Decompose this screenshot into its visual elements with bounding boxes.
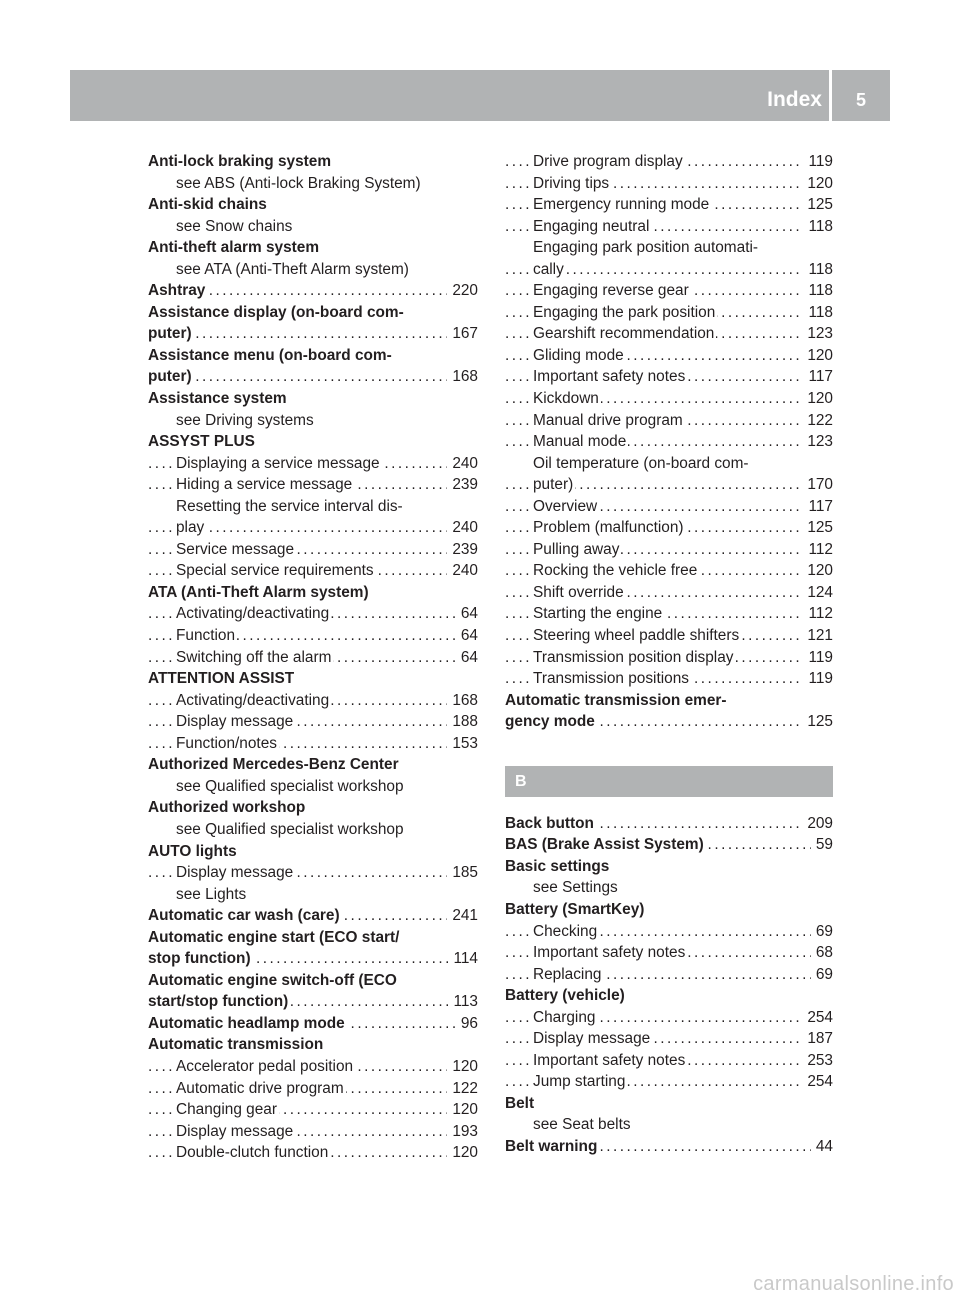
entry-page-ref: 119 (803, 647, 833, 669)
index-entry (505, 1093, 833, 1115)
entry-text: Automatic car wash (care) (148, 907, 340, 925)
index-entry (148, 431, 478, 453)
index-entry (148, 841, 478, 863)
index-subentry (505, 1007, 833, 1029)
index-entry (148, 151, 478, 173)
entry-page-ref: 240 (447, 517, 478, 539)
entry-page-ref: 112 (803, 539, 833, 561)
entry-text: Basic settings (505, 857, 610, 875)
index-subentry (505, 410, 833, 432)
entry-text: AUTO lights (148, 842, 237, 860)
index-column-right (505, 151, 833, 1158)
index-entry (505, 985, 833, 1007)
entry-text: Automatic engine start (ECO start/ (148, 928, 400, 946)
entry-page-ref: 113 (448, 991, 478, 1013)
entry-page-ref: 112 (803, 603, 833, 625)
index-entry (148, 237, 478, 259)
entry-page-ref: 122 (802, 410, 833, 432)
index-subentry (148, 884, 478, 906)
index-subentry (505, 539, 833, 561)
entry-text: Double-clutch function (176, 1144, 329, 1162)
index-entry (148, 280, 478, 302)
entry-text: Assistance system (148, 390, 287, 408)
entry-text: Battery (SmartKey) (505, 900, 645, 918)
index-subentry (148, 711, 478, 733)
entry-text: Function/notes (176, 734, 277, 752)
entry-page-ref: 170 (802, 474, 833, 496)
page-number: 5 (855, 90, 866, 110)
entry-page-ref: 69 (811, 964, 833, 986)
entry-page-ref: 122 (447, 1078, 478, 1100)
index-subentry (505, 582, 833, 604)
index-entry (148, 323, 478, 345)
index-entry (148, 1013, 478, 1035)
index-subentry (148, 173, 478, 195)
index-subentry (505, 474, 833, 496)
index-list-a-continued (505, 151, 833, 733)
entry-text: Resetting the service interval dis- (176, 497, 403, 515)
index-subentry (505, 366, 833, 388)
watermark: carmanualsonline.info (753, 1273, 954, 1295)
index-entry (148, 927, 478, 949)
index-subentry (505, 151, 833, 173)
index-entry (148, 194, 478, 216)
index-subentry (148, 1099, 478, 1121)
entry-page-ref: 59 (811, 834, 833, 856)
entry-text: Automatic engine switch-off (ECO (148, 971, 397, 989)
entry-text: Anti-lock braking system (148, 153, 332, 170)
index-entry (148, 905, 478, 927)
entry-text: see ATA (Anti-Theft Alarm system) (176, 260, 409, 278)
entry-page-ref: 68 (811, 942, 833, 964)
entry-text: Assistance display (on-board com- (148, 303, 404, 321)
index-subentry (148, 819, 478, 841)
entry-page-ref: 118 (803, 259, 833, 281)
entry-text: Engaging neutral (533, 217, 650, 235)
index-entry (148, 754, 478, 776)
entry-page-ref: 124 (802, 582, 833, 604)
entry-text: Activating/deactivating (176, 605, 330, 623)
entry-text: Automatic transmission (148, 1036, 324, 1054)
entry-text: ATTENTION ASSIST (148, 670, 295, 688)
entry-text: Belt (505, 1094, 535, 1112)
entry-text: see Settings (533, 879, 618, 897)
entry-text: Back button (505, 814, 594, 832)
entry-text: see Driving systems (176, 411, 314, 429)
entry-page-ref: 120 (802, 388, 833, 410)
index-subentry (505, 1114, 833, 1136)
entry-page-ref: 241 (447, 905, 478, 927)
entry-text: Pulling away (533, 540, 620, 558)
entry-page-ref: 121 (802, 625, 833, 647)
entry-text: see Qualified specialist workshop (176, 820, 404, 838)
index-subentry (505, 388, 833, 410)
entry-text: puter) (533, 476, 574, 494)
index-entry (505, 813, 833, 835)
entry-page-ref: 168 (447, 366, 478, 388)
entry-text: Battery (vehicle) (505, 987, 625, 1005)
index-subentry (505, 517, 833, 539)
entry-page-ref: 64 (456, 625, 478, 647)
entry-text: see Lights (176, 885, 247, 903)
index-subentry (505, 453, 833, 475)
entry-text: Accelerator pedal position (176, 1057, 354, 1075)
index-entry (505, 856, 833, 878)
index-subentry (148, 625, 478, 647)
entry-page-ref: 168 (447, 690, 478, 712)
entry-page-ref: 240 (447, 560, 478, 582)
entry-page-ref: 123 (802, 323, 833, 345)
index-subentry (148, 517, 478, 539)
entry-text: Manual mode (533, 433, 627, 451)
index-subentry (148, 259, 478, 281)
entry-text: Activating/deactivating (176, 691, 330, 709)
index-subentry (505, 496, 833, 518)
entry-text: Service message (176, 540, 295, 558)
index-subentry (505, 173, 833, 195)
entry-page-ref: 119 (803, 668, 833, 690)
index-subentry (505, 259, 833, 281)
entry-text: Manual drive program (533, 411, 683, 429)
entry-text: Charging (533, 1008, 596, 1026)
index-subentry (505, 668, 833, 690)
entry-text: Anti-skid chains (148, 196, 267, 214)
entry-text: Authorized Mercedes-Benz Center (148, 756, 399, 774)
section-heading-b: B (505, 766, 833, 797)
index-subentry (148, 690, 478, 712)
entry-page-ref: 123 (802, 431, 833, 453)
entry-page-ref: 120 (447, 1056, 478, 1078)
index-subentry (505, 302, 833, 324)
index-entry (148, 1034, 478, 1056)
index-entry (505, 711, 833, 733)
entry-text: Display message (176, 1122, 294, 1140)
entry-text: see ABS (Anti-lock Braking System) (176, 174, 421, 192)
entry-text: BAS (Brake Assist System) (505, 836, 704, 854)
entry-page-ref: 153 (447, 733, 478, 755)
index-subentry (505, 431, 833, 453)
index-subentry (505, 237, 833, 259)
index-subentry (148, 1121, 478, 1143)
entry-text: Important safety notes (533, 368, 686, 386)
entry-text: see Seat belts (533, 1116, 631, 1134)
entry-page-ref: 254 (802, 1071, 833, 1093)
index-subentry (505, 560, 833, 582)
entry-text: Transmission position display (533, 648, 734, 666)
index-entry (148, 970, 478, 992)
index-entry (148, 366, 478, 388)
entry-text: Important safety notes (533, 1051, 686, 1069)
entry-text: see Snow chains (176, 217, 293, 235)
index-subentry (505, 964, 833, 986)
entry-page-ref: 117 (803, 496, 833, 518)
entry-text: Engaging reverse gear (533, 282, 689, 300)
entry-page-ref: 239 (447, 539, 478, 561)
index-subentry (148, 862, 478, 884)
entry-text: Automatic headlamp mode (148, 1014, 345, 1032)
entry-text: Anti-theft alarm system (148, 239, 320, 257)
entry-text: Automatic drive program (176, 1079, 344, 1097)
index-subentry (148, 474, 478, 496)
entry-page-ref: 120 (447, 1142, 478, 1164)
index-subentry (148, 560, 478, 582)
index-subentry (148, 1142, 478, 1164)
index-entry (148, 582, 478, 604)
index-subentry (505, 216, 833, 238)
page-header (70, 70, 890, 121)
entry-text: Function (176, 627, 236, 645)
entry-page-ref: 118 (803, 280, 833, 302)
index-subentry (505, 280, 833, 302)
entry-text: Driving tips (533, 174, 610, 192)
entry-page-ref: 253 (802, 1050, 833, 1072)
entry-page-ref: 120 (447, 1099, 478, 1121)
entry-text: Starting the engine (533, 605, 663, 623)
index-subentry (505, 625, 833, 647)
entry-text: Switching off the alarm (176, 648, 332, 666)
entry-text: Displaying a service message (176, 454, 380, 472)
entry-text: Overview (533, 497, 598, 515)
entry-text: Oil temperature (on-board com- (533, 454, 749, 472)
entry-text: ATA (Anti-Theft Alarm system) (148, 583, 369, 601)
index-entry (148, 668, 478, 690)
entry-text: Rocking the vehicle free (533, 562, 698, 580)
entry-page-ref: 193 (447, 1121, 478, 1143)
entry-page-ref: 118 (803, 302, 833, 324)
entry-text: Ashtray (148, 282, 206, 300)
index-entry (148, 388, 478, 410)
entry-text: Important safety notes (533, 944, 686, 962)
index-subentry (505, 1028, 833, 1050)
page-title: Index (767, 88, 822, 111)
index-entry (505, 834, 833, 856)
entry-text: ASSYST PLUS (148, 433, 255, 451)
entry-page-ref: 118 (803, 216, 833, 238)
entry-text: stop function) (148, 950, 251, 968)
index-subentry (505, 603, 833, 625)
index-subentry (148, 496, 478, 518)
entry-page-ref: 254 (802, 1007, 833, 1029)
entry-page-ref: 239 (447, 474, 478, 496)
entry-text: puter) (148, 325, 192, 343)
index-subentry (148, 647, 478, 669)
entry-page-ref: 240 (447, 453, 478, 475)
index-subentry (505, 1050, 833, 1072)
index-subentry (505, 194, 833, 216)
index-entry (148, 345, 478, 367)
entry-text: cally (533, 260, 564, 278)
entry-text: Drive program display (533, 153, 683, 170)
index-entry (148, 797, 478, 819)
entry-text: start/stop function) (148, 993, 289, 1011)
index-entry (505, 1136, 833, 1158)
entry-page-ref: 69 (811, 921, 833, 943)
index-column-left (148, 151, 478, 1164)
index-subentry (148, 733, 478, 755)
entry-text: puter) (148, 368, 192, 386)
index-subentry (148, 453, 478, 475)
entry-text: Problem (malfunction) (533, 519, 684, 537)
entry-text: Belt warning (505, 1137, 598, 1155)
index-subentry (148, 539, 478, 561)
entry-text: Display message (176, 713, 294, 731)
entry-text: gency mode (505, 713, 595, 731)
entry-text: Changing gear (176, 1101, 277, 1119)
entry-page-ref: 220 (447, 280, 478, 302)
entry-text: play (176, 519, 205, 537)
entry-text: Hiding a service message (176, 476, 353, 494)
entry-page-ref: 64 (456, 647, 478, 669)
index-list-b (505, 813, 833, 1158)
entry-page-ref: 117 (803, 366, 833, 388)
index-subentry (505, 942, 833, 964)
entry-page-ref: 125 (802, 517, 833, 539)
index-subentry (148, 216, 478, 238)
entry-page-ref: 188 (447, 711, 478, 733)
index-subentry (505, 345, 833, 367)
entry-text: Gliding mode (533, 346, 624, 364)
entry-text: Shift override (533, 583, 624, 601)
index-entry (148, 991, 478, 1013)
entry-text: Engaging the park position (533, 303, 716, 321)
entry-page-ref: 125 (802, 194, 833, 216)
entry-page-ref: 120 (802, 560, 833, 582)
entry-page-ref: 120 (802, 345, 833, 367)
index-entry (148, 948, 478, 970)
entry-page-ref: 125 (802, 711, 833, 733)
entry-text: Gearshift recommendation (533, 325, 715, 343)
entry-page-ref: 167 (447, 323, 478, 345)
entry-page-ref: 185 (447, 862, 478, 884)
index-subentry (505, 877, 833, 899)
entry-page-ref: 114 (448, 948, 478, 970)
entry-text: Transmission positions (533, 670, 689, 688)
entry-page-ref: 64 (456, 603, 478, 625)
entry-text: Kickdown (533, 390, 599, 408)
index-subentry (505, 921, 833, 943)
entry-text: Jump starting (533, 1073, 626, 1091)
index-subentry (148, 1078, 478, 1100)
index-subentry (505, 647, 833, 669)
entry-page-ref: 187 (802, 1028, 833, 1050)
entry-page-ref: 119 (803, 151, 833, 173)
index-subentry (148, 603, 478, 625)
entry-text: see Qualified specialist workshop (176, 777, 404, 795)
index-subentry (505, 323, 833, 345)
entry-text: Display message (533, 1030, 651, 1048)
entry-page-ref: 96 (456, 1013, 478, 1035)
entry-text: Authorized workshop (148, 799, 306, 817)
entry-page-ref: 44 (811, 1136, 833, 1158)
entry-text: Assistance menu (on-board com- (148, 346, 392, 364)
index-subentry (505, 1071, 833, 1093)
entry-page-ref: 120 (802, 173, 833, 195)
entry-page-ref: 209 (802, 813, 833, 835)
entry-text: Automatic transmission emer- (505, 691, 727, 709)
index-entry (148, 302, 478, 324)
entry-text: Checking (533, 922, 598, 940)
entry-text: Special service requirements (176, 562, 374, 580)
entry-text: Emergency running mode (533, 196, 710, 214)
entry-text: Replacing (533, 965, 602, 983)
entry-text: Display message (176, 864, 294, 882)
entry-text: Steering wheel paddle shifters (533, 627, 740, 645)
index-subentry (148, 410, 478, 432)
index-entry (505, 899, 833, 921)
index-subentry (148, 1056, 478, 1078)
index-subentry (148, 776, 478, 798)
entry-text: Engaging park position automati- (533, 239, 759, 257)
index-entry (505, 690, 833, 712)
